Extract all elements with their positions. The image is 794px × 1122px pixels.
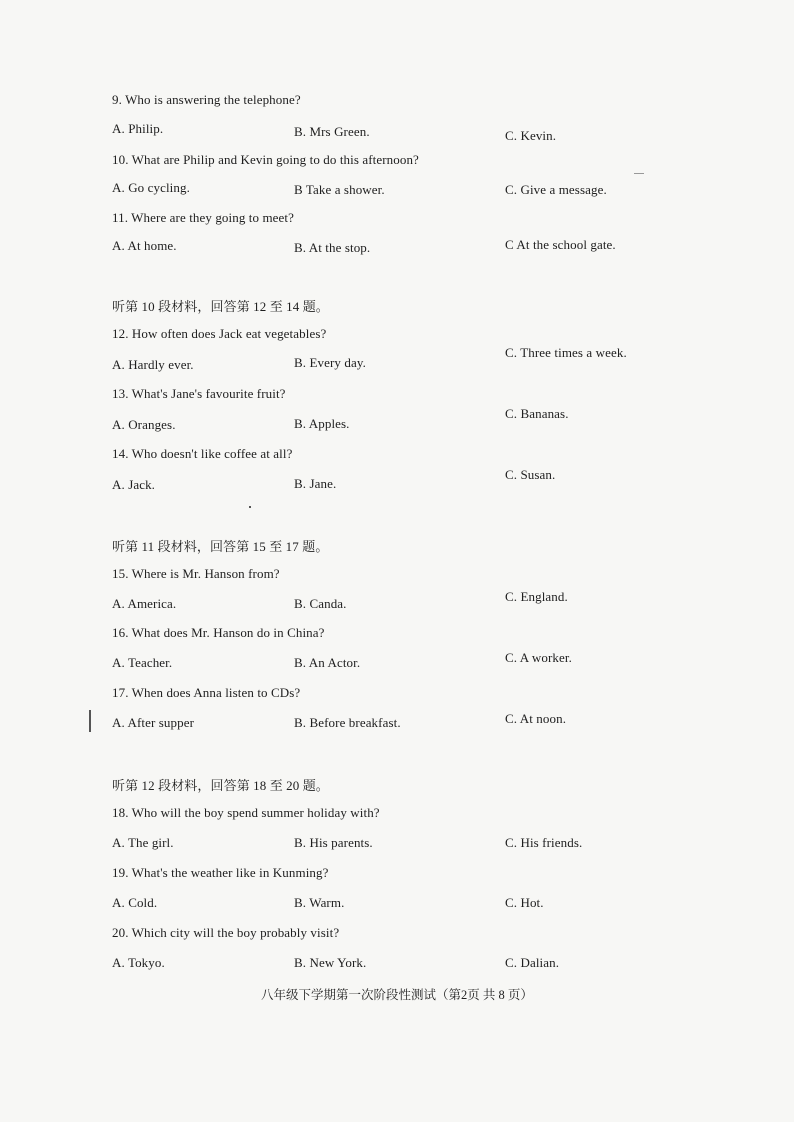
option-11-c: C At the school gate. — [505, 237, 616, 252]
option-16-b: B. An Actor. — [294, 655, 361, 670]
question-10: 10. What are Philip and Kevin going to do this afternoon? — [112, 152, 419, 167]
option-19-a: A. Cold. — [112, 895, 158, 910]
option-17-b: B. Before breakfast. — [294, 715, 401, 730]
section-heading-10: 听第 10 段材料，回答第 12 至 14 题。 — [112, 299, 329, 314]
scan-mark — [249, 506, 251, 508]
question-13: 13. What's Jane's favourite fruit? — [112, 386, 286, 401]
option-17-a: A. After supper — [112, 715, 195, 730]
question-14: 14. Who doesn't like coffee at all? — [112, 446, 293, 461]
option-17-c: C. At noon. — [505, 711, 567, 726]
option-16-c: C. A worker. — [505, 650, 572, 665]
option-18-a: A. The girl. — [112, 835, 174, 850]
option-14-b: B. Jane. — [294, 476, 337, 491]
option-19-c: C. Hot. — [505, 895, 544, 910]
option-18-b: B. His parents. — [294, 835, 373, 850]
option-12-a: A. Hardly ever. — [112, 357, 194, 372]
section-heading-12: 听第 12 段材料，回答第 18 至 20 题。 — [112, 778, 329, 793]
question-19: 19. What's the weather like in Kunming? — [112, 865, 329, 880]
option-18-c: C. His friends. — [505, 835, 583, 850]
option-19-b: B. Warm. — [294, 895, 345, 910]
option-12-b: B. Every day. — [294, 355, 366, 370]
option-10-a: A. Go cycling. — [112, 180, 190, 195]
option-11-b: B. At the stop. — [294, 240, 371, 255]
question-9: 9. Who is answering the telephone? — [112, 92, 301, 107]
question-20: 20. Which city will the boy probably visit? — [112, 925, 340, 940]
page-footer: 八年级下学期第一次阶段性测试（第2页 共 8 页） — [261, 988, 533, 1002]
option-15-a: A. America. — [112, 596, 177, 611]
option-20-c: C. Dalian. — [505, 955, 560, 970]
question-12: 12. How often does Jack eat vegetables? — [112, 326, 327, 341]
option-9-a: A. Philip. — [112, 121, 164, 136]
section-heading-11: 听第 11 段材料，回答第 15 至 17 题。 — [112, 539, 329, 554]
option-13-a: A. Oranges. — [112, 417, 176, 432]
question-17: 17. When does Anna listen to CDs? — [112, 685, 301, 700]
option-12-c: C. Three times a week. — [505, 345, 627, 360]
option-9-c: C. Kevin. — [505, 128, 557, 143]
option-20-b: B. New York. — [294, 955, 367, 970]
option-13-b: B. Apples. — [294, 416, 350, 431]
option-15-b: B. Canda. — [294, 596, 347, 611]
scan-mark — [634, 173, 644, 174]
question-15: 15. Where is Mr. Hanson from? — [112, 566, 280, 581]
option-9-b: B. Mrs Green. — [294, 124, 370, 139]
option-14-a: A. Jack. — [112, 477, 156, 492]
scan-mark — [89, 710, 91, 732]
option-20-a: A. Tokyo. — [112, 955, 165, 970]
option-10-c: C. Give a message. — [505, 182, 607, 197]
option-10-b: B Take a shower. — [294, 182, 385, 197]
option-16-a: A. Teacher. — [112, 655, 173, 670]
option-13-c: C. Bananas. — [505, 406, 569, 421]
question-11: 11. Where are they going to meet? — [112, 210, 294, 225]
question-16: 16. What does Mr. Hanson do in China? — [112, 625, 325, 640]
question-18: 18. Who will the boy spend summer holiday with? — [112, 805, 380, 820]
option-11-a: A. At home. — [112, 238, 177, 253]
option-15-c: C. England. — [505, 589, 568, 604]
option-14-c: C. Susan. — [505, 467, 556, 482]
